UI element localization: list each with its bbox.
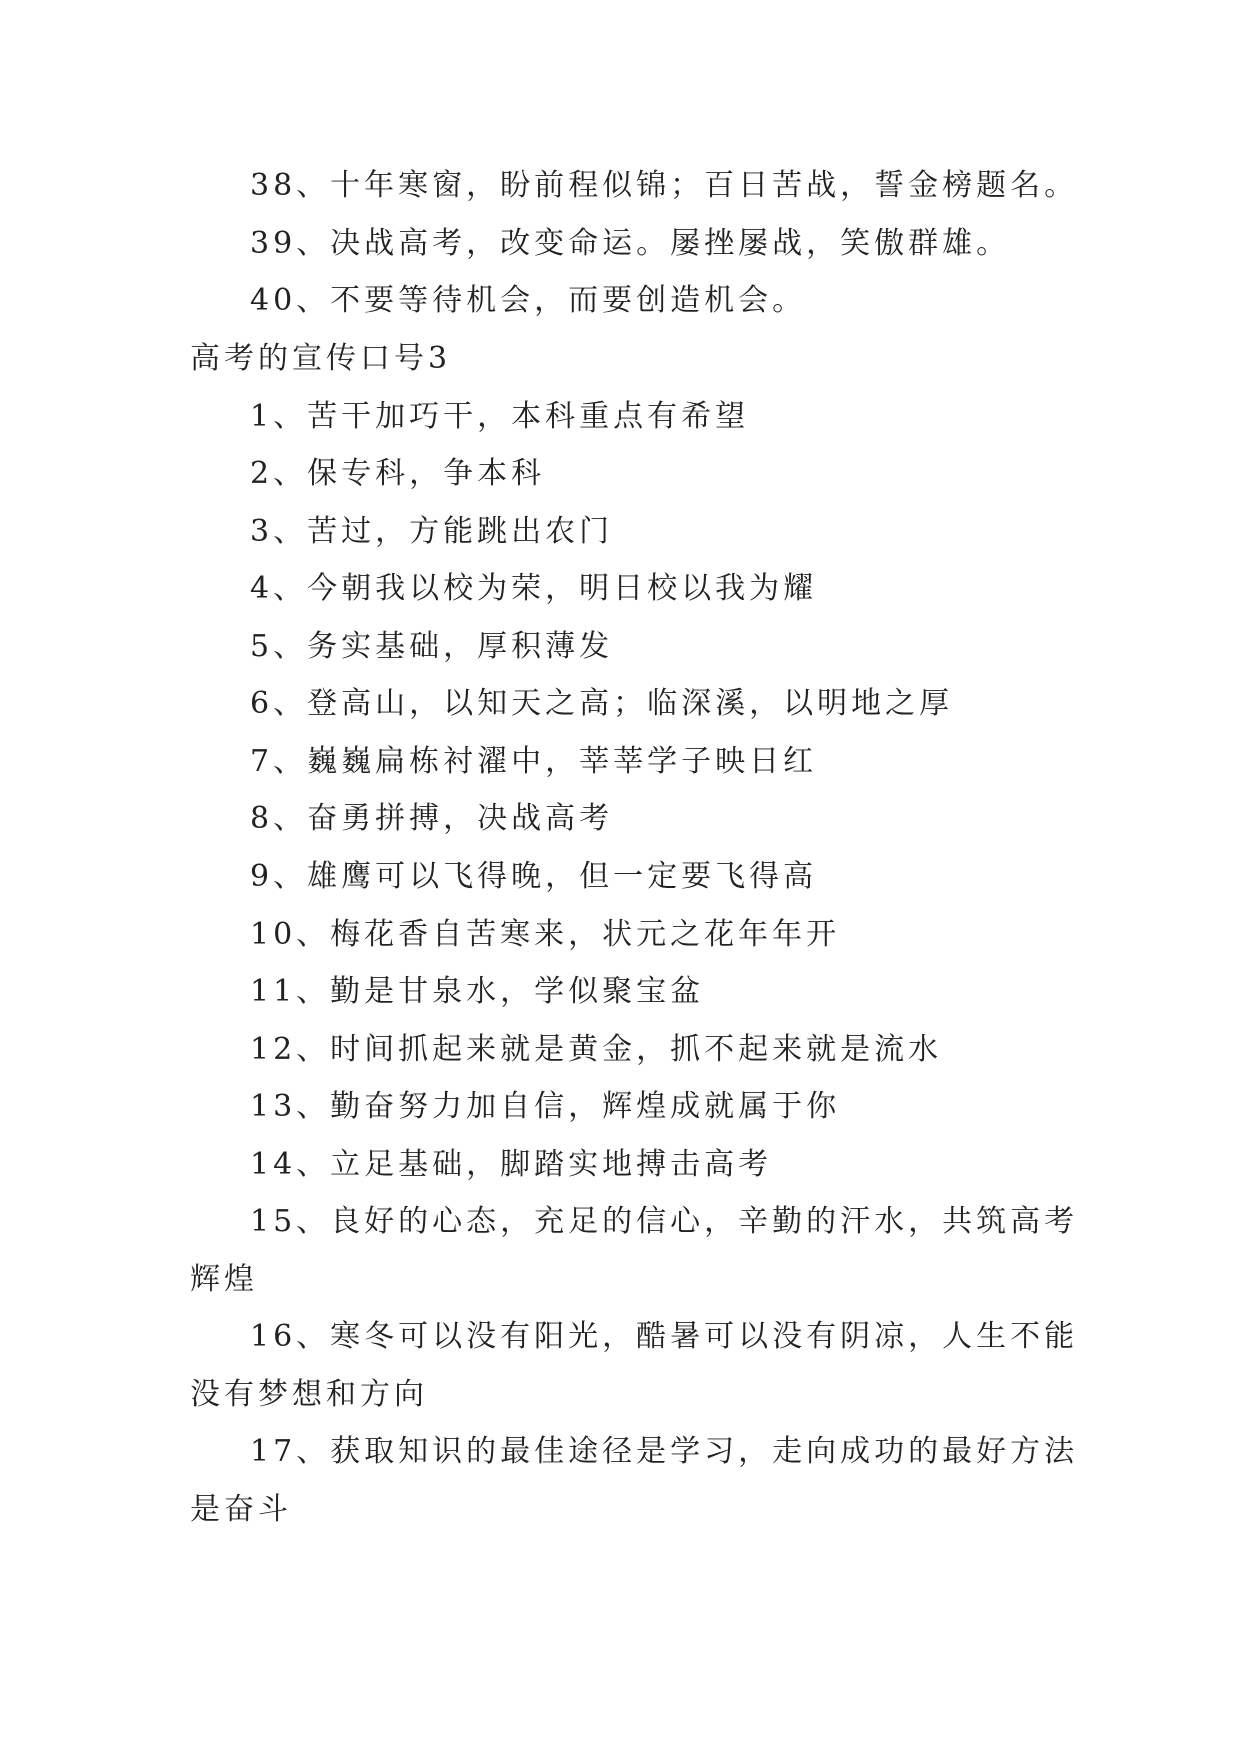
list-item: 4、今朝我以校为荣，明日校以我为耀 [250, 571, 818, 606]
list-item-continuation: 辉煌 [190, 1262, 258, 1297]
list-item: 1、苦干加巧干，本科重点有希望 [250, 399, 750, 434]
list-item: 12、时间抓起来就是黄金，抓不起来就是流水 [250, 1032, 943, 1067]
list-item: 7、巍巍扁栋衬濯中，莘莘学子映日红 [250, 744, 818, 779]
list-item-first-line: 16、寒冬可以没有阳光，酷暑可以没有阴凉，人生不能 [250, 1319, 1079, 1354]
list-item: 14、立足基础，脚踏实地搏击高考 [250, 1147, 773, 1182]
list-item-first-line: 15、良好的心态，充足的信心，辛勤的汗水，共筑高考 [250, 1204, 1079, 1239]
list-item: 6、登高山，以知天之高；临深溪，以明地之厚 [250, 686, 954, 721]
list-item: 40、不要等待机会，而要创造机会。 [250, 283, 807, 318]
list-item: 11、勤是甘泉水，学似聚宝盆 [250, 974, 705, 1009]
list-item-continuation: 没有梦想和方向 [190, 1377, 428, 1412]
list-item: 39、决战高考，改变命运。屡挫屡战，笑傲群雄。 [250, 226, 1011, 261]
list-item: 3、苦过，方能跳出农门 [250, 514, 614, 549]
list-item: 9、雄鹰可以飞得晚，但一定要飞得高 [250, 859, 818, 894]
section-title: 高考的宣传口号3 [190, 341, 452, 376]
list-item-continuation: 是奋斗 [190, 1492, 292, 1527]
list-item: 13、勤奋努力加自信，辉煌成就属于你 [250, 1089, 841, 1124]
list-item: 38、十年寒窗，盼前程似锦；百日苦战，誓金榜题名。 [250, 168, 1079, 203]
list-item: 5、务实基础，厚积薄发 [250, 629, 614, 664]
list-item: 2、保专科，争本科 [250, 456, 546, 491]
list-item: 10、梅花香自苦寒来，状元之花年年开 [250, 917, 841, 952]
list-item: 8、奋勇拼搏，决战高考 [250, 801, 614, 836]
list-item-first-line: 17、获取知识的最佳途径是学习，走向成功的最好方法 [250, 1434, 1079, 1469]
